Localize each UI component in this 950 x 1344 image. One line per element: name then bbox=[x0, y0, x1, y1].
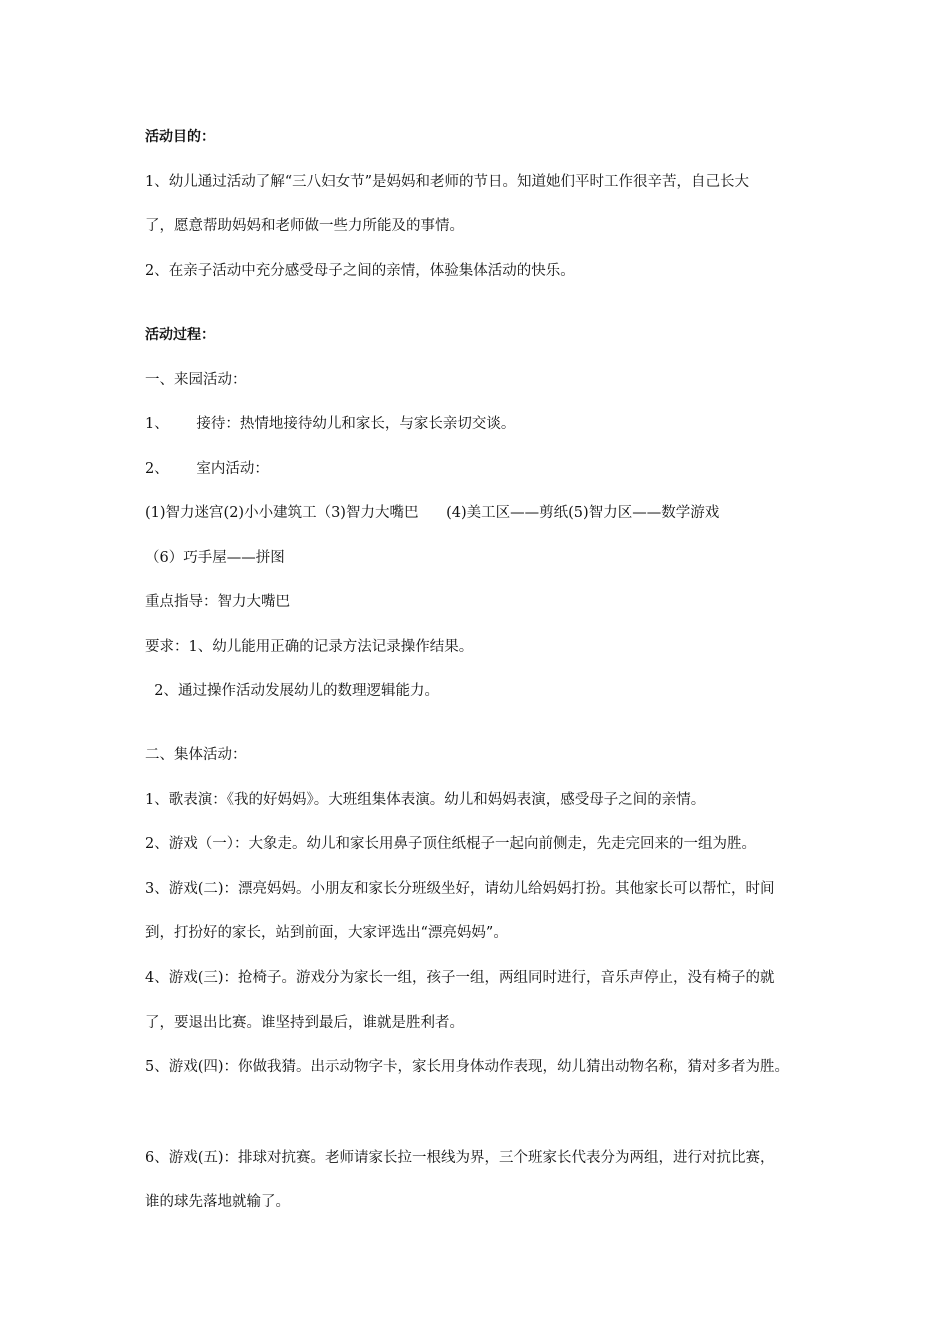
paragraph-line: 谁的球先落地就输了。 bbox=[145, 1194, 290, 1210]
paragraph-line: 要求：1、幼儿能用正确的记录方法记录操作结果。 bbox=[145, 639, 474, 655]
paragraph-line: 到，打扮好的家长，站到前面，大家评选出“漂亮妈妈”。 bbox=[145, 925, 508, 941]
paragraph-line: 1、歌表演：《我的好妈妈》。大班组集体表演。幼儿和妈妈表演，感受母子之间的亲情。 bbox=[145, 792, 706, 808]
paragraph-line: 5、游戏(四)：你做我猜。出示动物字卡，家长用身体动作表现，幼儿猜出动物名称，猜对多者为胜。 bbox=[145, 1059, 790, 1075]
paragraph-line: 重点指导：智力大嘴巴 bbox=[145, 594, 290, 610]
paragraph-line: 了，要退出比赛。谁坚持到最后，谁就是胜利者。 bbox=[145, 1015, 464, 1031]
section-heading-activity-goal: 活动目的： bbox=[145, 129, 215, 145]
paragraph-line: 3、游戏(二)：漂亮妈妈。小朋友和家长分班级坐好，请幼儿给妈妈打扮。其他家长可以帮忙，时间 bbox=[145, 881, 775, 897]
paragraph-line: 2、在亲子活动中充分感受母子之间的亲情，体验集体活动的快乐。 bbox=[145, 263, 575, 279]
subsection-heading: 一、来园活动： bbox=[145, 372, 247, 388]
paragraph-line: 4、游戏(三)：抢椅子。游戏分为家长一组，孩子一组，两组同时进行，音乐声停止，没有椅子的就 bbox=[145, 970, 775, 986]
subsection-heading: 二、集体活动： bbox=[145, 747, 247, 763]
paragraph-line: 1、 接待：热情地接待幼儿和家长，与家长亲切交谈。 bbox=[145, 416, 516, 432]
paragraph-line: (1)智力迷宫(2)小小建筑工（3)智力大嘴巴 (4)美工区——剪纸(5)智力区——数学游戏 bbox=[145, 505, 720, 521]
paragraph-line: 1、幼儿通过活动了解“三八妇女节”是妈妈和老师的节日。知道她们平时工作很辛苦，自己长大 bbox=[145, 174, 750, 190]
paragraph-line: （6）巧手屋——拼图 bbox=[145, 550, 285, 566]
paragraph-line: 2、游戏（一）：大象走。幼儿和家长用鼻子顶住纸棍子一起向前侧走，先走完回来的一组为胜。 bbox=[145, 836, 756, 852]
paragraph-line: 6、游戏(五)：排球对抗赛。老师请家长拉一根线为界，三个班家长代表分为两组，进行对抗比赛， bbox=[145, 1150, 775, 1166]
paragraph-line: 了，愿意帮助妈妈和老师做一些力所能及的事情。 bbox=[145, 218, 464, 234]
section-heading-activity-process: 活动过程： bbox=[145, 327, 215, 343]
paragraph-line: 2、通过操作活动发展幼儿的数理逻辑能力。 bbox=[145, 683, 439, 699]
paragraph-line: 2、 室内活动： bbox=[145, 461, 269, 477]
